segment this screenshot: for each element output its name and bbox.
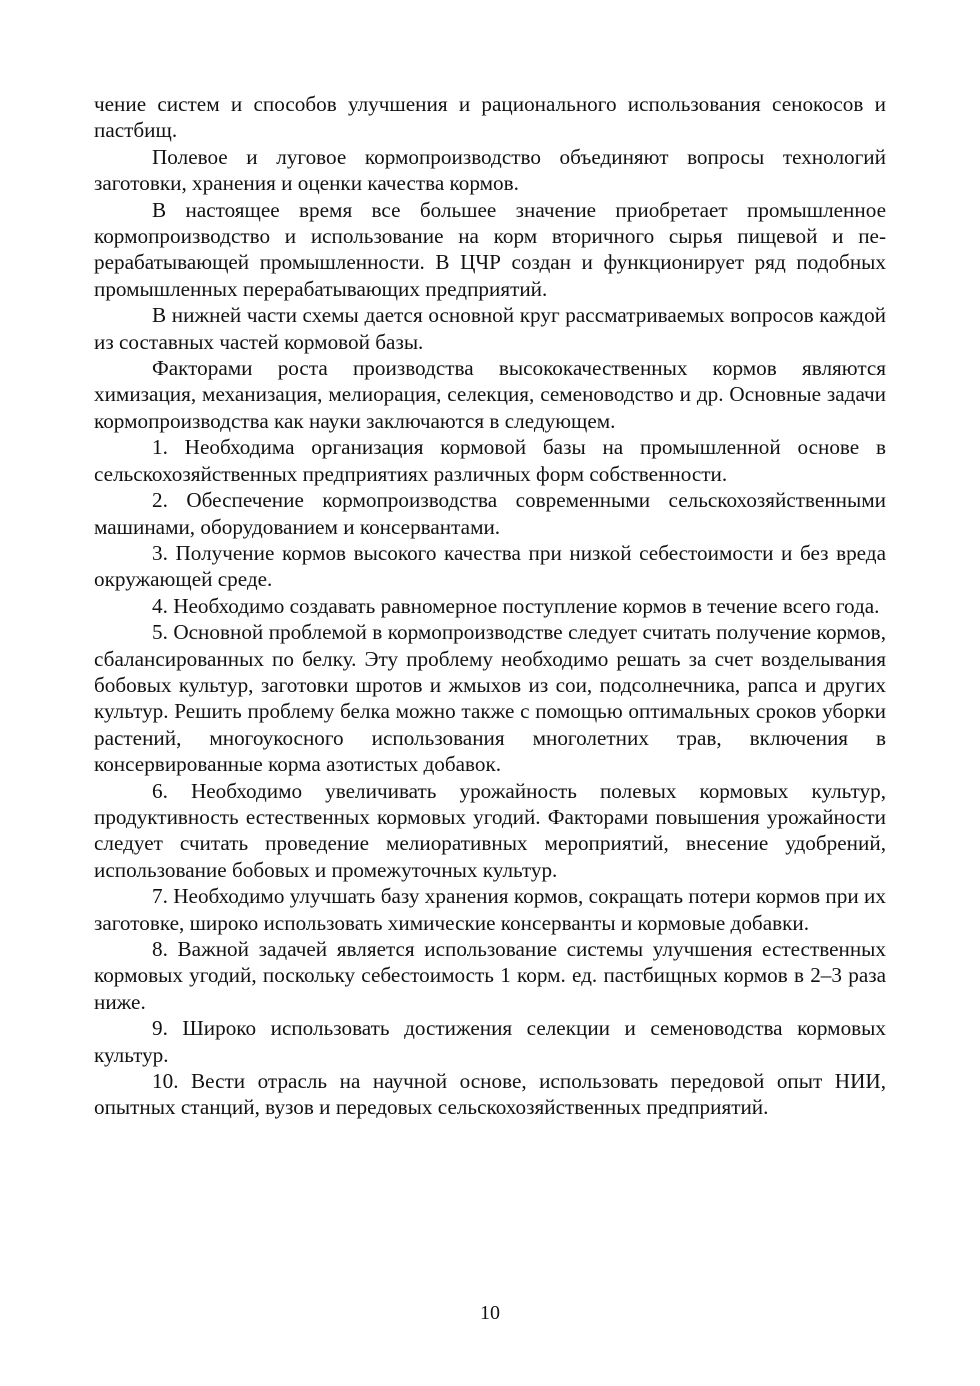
list-item-10: 10. Вести отрасль на научной основе, использовать передовой опыт НИИ, опытных станций, вузов и передовых сельскохозяйственных предприятий.	[94, 1069, 886, 1120]
paragraph-scheme: В нижней части схемы дается основной круг рассматриваемых вопросов каждой из составных частей кормовой базы.	[94, 303, 886, 354]
list-item-7: 7. Необходимо улучшать базу хранения кормов, сокращать потери кормов при их заготовке, широко использовать химические консерванты и кормовые добавки.	[94, 884, 886, 935]
paragraph-field-meadow: Полевое и луговое кормопроизводство объединяют вопросы технологий заготовки, хранения и оценки качества кормов.	[94, 144, 886, 196]
list-item-8: 8. Важной задачей является использование системы улучшения естественных кормовых угодий, поскольку себестоимость 1 корм. ед. пастбищных кормов в 2–3 раза ниже.	[94, 937, 886, 1014]
list-item-1: 1. Необходима организация кормовой базы на промышленной основе в сельскохозяйственных предприятиях различных форм собственности.	[94, 435, 886, 486]
document-page	[94, 91, 886, 1121]
list-item-2: 2. Обеспечение кормопроизводства современными сельскохозяйственными машинами, оборудованием и консервантами.	[94, 488, 886, 539]
list-item-3: 3. Получение кормов высокого качества при низкой себестоимости и без вреда окружающей среде.	[94, 540, 886, 592]
list-item-5: 5. Основной проблемой в кормопроизводстве следует считать получение кормов, сбалансированных по белку. Эту проблему необходимо решать за счет возделывания бобовых культур, заготовки шротов и жмыхов из сои, подсолнечника, рапса и других культур. Решить проблему белка можно также с помощью оптимальных сроков уборки растений, многоукосного использования многолетних трав, включения в консервированные корма азотистых добавок.	[94, 620, 886, 777]
paragraph-continuation: чение систем и способов улучшения и рационального использования сенокосов и пастбищ.	[94, 92, 886, 143]
paragraph-industrial-feed: В настоящее время все большее значение приобретает промышленное кормопроизводство и использование на корм вторичного сырья пищевой и перерабатывающей промышленности. В ЦЧР создан и функционирует ряд подобных промышленных перерабатывающих предприятий.	[94, 197, 886, 301]
paragraph-growth-factors: Факторами роста производства высококачественных кормов являются химизация, механизация, мелиорация, селекция, семеноводство и др. Основные задачи кормопроизводства как науки заключаются в следующем.	[94, 356, 886, 433]
list-item-6: 6. Необходимо увеличивать урожайность полевых кормовых культур, продуктивность естественных кормовых угодий. Факторами повышения урожайности следует считать проведение мелиоративных мероприятий, внесение удобрений, использование бобовых и промежуточных культур.	[94, 778, 886, 882]
page-number: 10	[480, 1302, 500, 1324]
list-item-4: 4. Необходимо создавать равномерное поступление кормов в течение всего года.	[152, 593, 880, 618]
list-item-9: 9. Широко использовать достижения селекции и семеноводства кормовых культур.	[94, 1016, 886, 1067]
